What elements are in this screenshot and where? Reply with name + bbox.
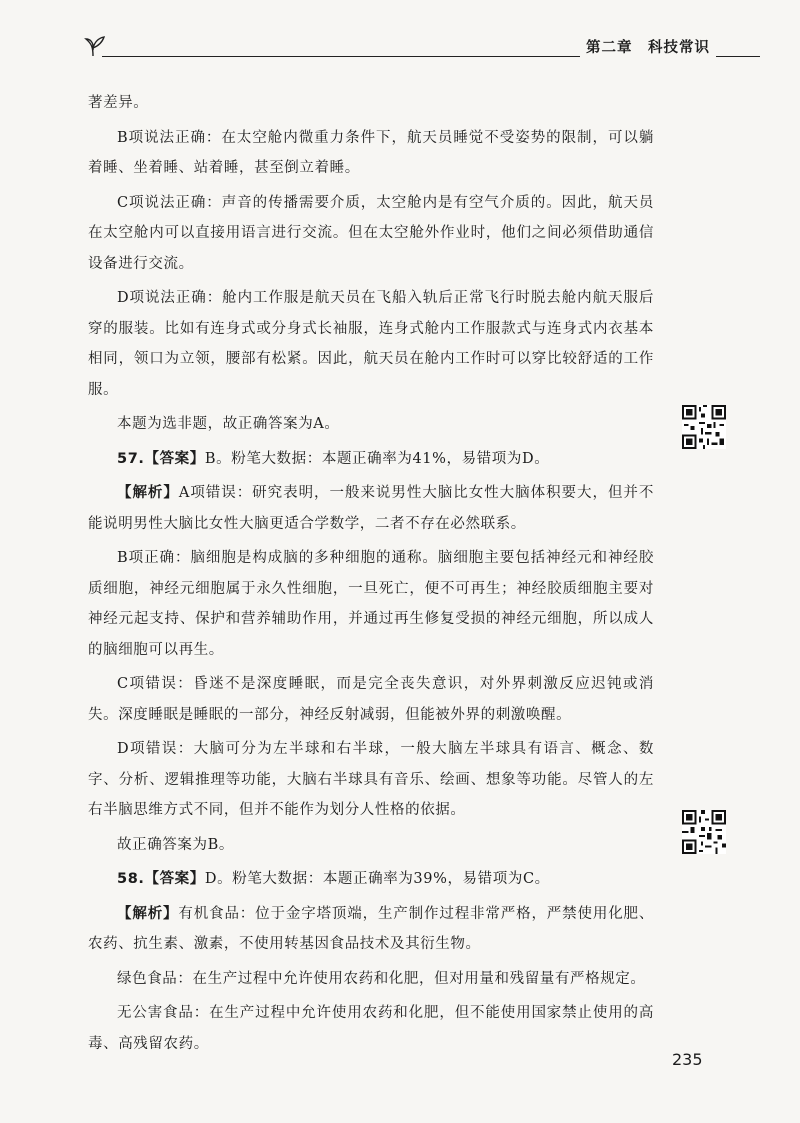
qr-code-icon (682, 810, 726, 854)
page-body (88, 88, 654, 1063)
paragraph (88, 964, 654, 995)
paragraph-text: B项正确：脑细胞是构成脑的多种细胞的通称。脑细胞主要包括神经元和神经胶质细胞，神经元细胞属于永久性细胞，一旦死亡，便不可再生；神经胶质细胞主要对神经元起支持、保护和营养辅助作用，并通过再生修复受损的神经元细胞，所以成人的脑细胞可以再生。 (88, 550, 654, 658)
paragraph (88, 864, 654, 895)
answer-label: 57.【答案】 (117, 450, 205, 467)
paragraph-text: D项说法正确：舱内工作服是航天员在飞船入轨后正常飞行时脱去舱内航天服后穿的服装。比如有连身式或分身式长袖服，连身式舱内工作服款式与连身式内衣基本相同，领口为立领，腰部有松紧。因此，航天员在舱内工作时可以穿比较舒适的工作服。 (88, 290, 654, 398)
paragraph-text: 有机食品：位于金字塔顶端，生产制作过程非常严格，严禁使用化肥、农药、抗生素、激素，不使用转基因食品技术及其衍生物。 (88, 905, 654, 952)
page-number: 235 (672, 1050, 703, 1069)
paragraph (88, 543, 654, 665)
paragraph-text: B。粉笔大数据：本题正确率为41%，易错项为D。 (204, 450, 550, 467)
paragraph (88, 669, 654, 730)
page-header (80, 30, 760, 66)
answer-label: 【解析】 (117, 485, 179, 501)
answer-label: 【解析】 (117, 905, 179, 922)
paragraph-text: 无公害食品：在生产过程中允许使用农药和化肥，但不能使用国家禁止使用的高毒、高残留农药。 (88, 1005, 654, 1052)
paragraph-text: B项说法正确：在太空舱内微重力条件下，航天员睡觉不受姿势的限制，可以躺着睡、坐着睡、站着睡，甚至倒立着睡。 (88, 129, 654, 176)
answer-label: 58.【答案】 (117, 871, 205, 887)
paragraph-text: 绿色食品：在生产过程中允许使用农药和化肥，但对用量和残留量有严格规定。 (117, 970, 646, 987)
paragraph-text: A项错误：研究表明，一般来说男性大脑比女性大脑体积要大，但并不能说明男性大脑比女性大脑更适合学数学，二者不存在必然联系。 (88, 485, 654, 532)
paragraph (88, 409, 654, 440)
paragraph-text: 著差异。 (88, 95, 149, 111)
qr-code-icon (682, 405, 726, 449)
paragraph-text: C项说法正确：声音的传播需要介质，太空舱内是有空气介质的。因此，航天员在太空舱内可以直接用语言进行交流。但在太空舱外作业时，他们之间必须借助通信设备进行交流。 (88, 194, 654, 272)
paragraph (88, 88, 654, 119)
paragraph (88, 830, 654, 861)
paragraph (88, 188, 654, 280)
leaf-sprout-icon (80, 32, 106, 58)
paragraph (88, 283, 654, 405)
chapter-title: 第二章 科技常识 (580, 36, 716, 57)
paragraph-text: C项错误：昏迷不是深度睡眠，而是完全丧失意识，对外界刺激反应迟钝或消失。深度睡眠是睡眠的一部分，神经反射减弱，但能被外界的刺激唤醒。 (88, 676, 654, 723)
paragraph (88, 444, 654, 475)
paragraph (88, 123, 654, 184)
paragraph (88, 478, 654, 539)
paragraph-text: D。粉笔大数据：本题正确率为39%，易错项为C。 (204, 871, 550, 887)
paragraph-text: D项错误：大脑可分为左半球和右半球，一般大脑左半球具有语言、概念、数字、分析、逻辑推理等功能，大脑右半球具有音乐、绘画、想象等功能。尽管人的左右半脑思维方式不同，但并不能作为划分人性格的依据。 (88, 741, 654, 818)
paragraph-text: 本题为选非题，故正确答案为A。 (117, 416, 340, 432)
paragraph-text: 故正确答案为B。 (117, 836, 234, 853)
paragraph (88, 998, 654, 1059)
paragraph (88, 734, 654, 826)
paragraph (88, 899, 654, 960)
